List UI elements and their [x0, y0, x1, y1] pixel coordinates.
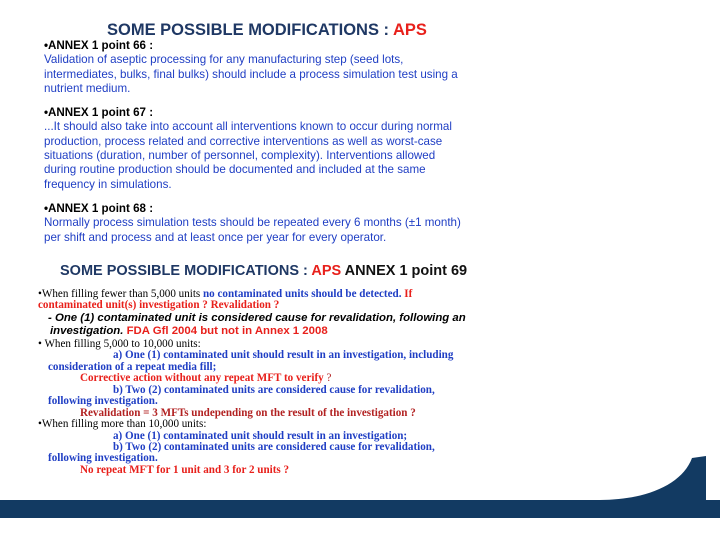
bullet-over-10000: •When filling more than 10,000 units:	[38, 418, 207, 431]
point67-line: production, process related and corrective interventions as well as worst-case	[44, 134, 443, 148]
b2-corrective-text: Corrective action without any repeat MFT to verify	[80, 372, 324, 385]
b2-reval: Revalidation = 3 MFTs undepending on the result of the investigation ?	[80, 406, 416, 419]
b2-corrective	[38, 373, 498, 384]
footer-swoosh	[600, 450, 706, 518]
point66-line: nutrient medium.	[44, 81, 131, 95]
b3-b: b) Two (2) contaminated units are considered cause for revalidation,	[113, 440, 435, 453]
b1-blue: no contaminated units should be detected.	[203, 288, 402, 300]
title1-prefix: SOME POSSIBLE MODIFICATIONS :	[107, 21, 394, 39]
slide-title-1	[107, 21, 427, 40]
point66-line: Validation of aseptic processing for any manufacturing step (seed lots,	[44, 53, 404, 67]
title1-accent: APS	[393, 21, 427, 39]
point66-line: intermediates, bulks, final bulks) should include a process simulation test using a	[44, 67, 458, 81]
point67-line: ...It should also take into account all interventions known to occur during normal	[44, 120, 452, 134]
point67-line: during routine production should be documented and included at the same	[44, 163, 426, 177]
annex-point-69	[38, 289, 498, 476]
point67-line: frequency in simulations.	[44, 177, 172, 191]
b2-b: b) Two (2) contaminated units are considered cause for revalidation,	[113, 383, 435, 396]
bullet-5000-10000: • When filling 5,000 to 10,000 units:	[38, 337, 201, 350]
b1-red: If	[401, 288, 413, 300]
b3-b2: following investigation.	[48, 452, 158, 465]
one-contaminated-line2	[38, 325, 498, 339]
title2-prefix: SOME POSSIBLE MODIFICATIONS :	[60, 263, 312, 279]
b2-a: a) One (1) contaminated unit should result in an investigation, including	[113, 349, 454, 362]
one-contam-text: investigation.	[50, 325, 124, 338]
b2-b2: following investigation.	[48, 395, 158, 408]
annex-points-66-68	[44, 39, 504, 245]
title2-suffix: ANNEX 1 point 69	[341, 263, 468, 279]
b2-a2: consideration of a repeat media fill;	[48, 360, 217, 373]
point66-heading: •ANNEX 1 point 66 :	[44, 39, 154, 52]
point67-line: situations (duration, number of personnel, complexity). Interventions allowed	[44, 149, 436, 163]
point68-heading: •ANNEX 1 point 68 :	[44, 201, 154, 215]
point68-line: Normally process simulation tests should be repeated every 6 months (±1 month)	[44, 216, 461, 230]
one-contaminated-line: - One (1) contaminated unit is considered cause for revalidation, following an	[48, 311, 466, 324]
b1-text: •When filling fewer than 5,000 units	[38, 288, 204, 300]
b3-a: a) One (1) contaminated unit should result in an investigation;	[113, 429, 408, 442]
b2-corrective-q: ?	[323, 372, 332, 385]
point67-heading: •ANNEX 1 point 67 :	[44, 106, 154, 120]
b3-repeat: No repeat MFT for 1 unit and 3 for 2 units ?	[80, 463, 290, 476]
slide-title-2	[60, 263, 467, 279]
b1-red-line2: contaminated unit(s) investigation ? Revalidation ?	[38, 299, 280, 312]
one-contam-red: FDA Gfl 2004 but not in Annex 1 2008	[123, 325, 328, 338]
point68-line: per shift and process and at least once per year for every operator.	[44, 230, 387, 244]
title2-accent: APS	[311, 263, 342, 279]
